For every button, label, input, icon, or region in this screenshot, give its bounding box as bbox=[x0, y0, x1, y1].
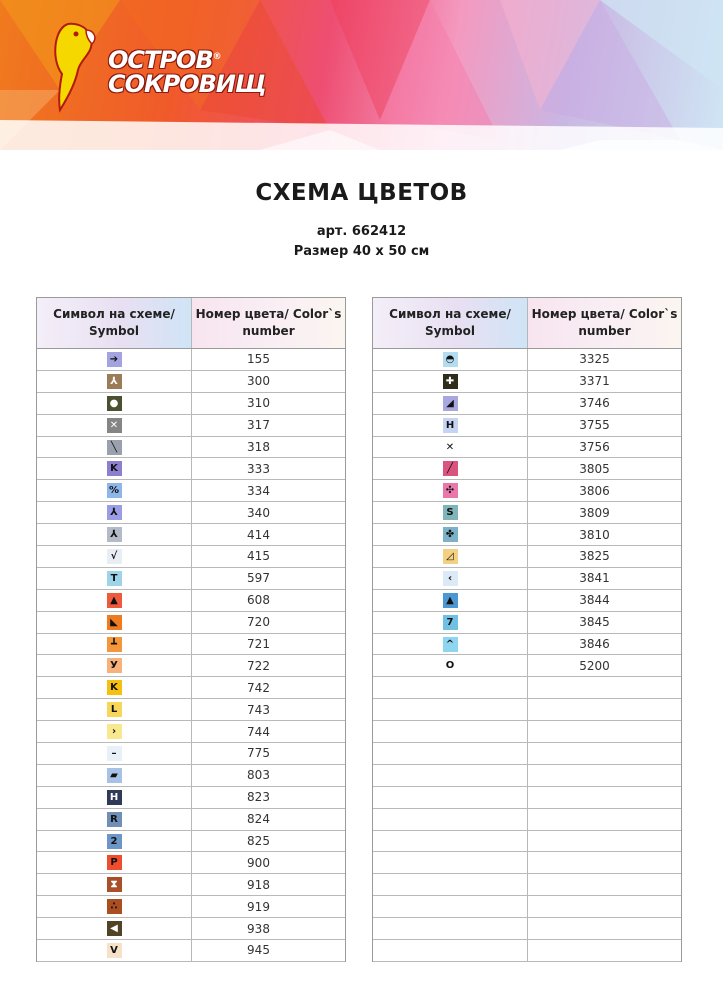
symbol-swatch-icon: V bbox=[107, 943, 122, 958]
symbol-swatch-icon: ● bbox=[107, 396, 122, 411]
color-number: 340 bbox=[247, 505, 270, 520]
symbol-swatch-icon: ┻ bbox=[107, 637, 122, 652]
color-number: 823 bbox=[247, 790, 270, 805]
symbol-cell bbox=[373, 458, 528, 479]
table-row bbox=[37, 415, 345, 437]
empty-table-row bbox=[373, 940, 681, 962]
canvas-size: Размер 40 х 50 см bbox=[293, 244, 430, 259]
color-number bbox=[528, 852, 681, 873]
symbol-cell bbox=[373, 480, 528, 501]
symbol-cell bbox=[37, 634, 192, 655]
table-row bbox=[373, 415, 681, 437]
color-number-column-header: Номер цвета/ Color`s number bbox=[192, 298, 345, 348]
symbol-cell bbox=[37, 831, 192, 852]
color-table-left bbox=[36, 297, 346, 962]
color-number bbox=[528, 765, 681, 786]
symbol-cell bbox=[37, 612, 192, 633]
table-row bbox=[373, 371, 681, 393]
symbol-swatch-icon: ▲ bbox=[107, 593, 122, 608]
symbol-swatch-icon: K bbox=[107, 461, 122, 476]
symbol-cell bbox=[373, 896, 528, 917]
symbol-cell bbox=[373, 743, 528, 764]
color-number: 608 bbox=[247, 593, 270, 608]
color-number bbox=[528, 874, 681, 895]
table-row bbox=[37, 568, 345, 590]
table-row bbox=[373, 655, 681, 677]
color-number: 3810 bbox=[579, 527, 610, 542]
symbol-cell bbox=[37, 546, 192, 567]
symbol-swatch-icon: У bbox=[107, 658, 122, 673]
color-number bbox=[528, 721, 681, 742]
symbol-cell bbox=[373, 787, 528, 808]
symbol-cell bbox=[37, 415, 192, 436]
header-banner bbox=[0, 0, 723, 150]
symbol-swatch-icon: ➔ bbox=[107, 352, 122, 367]
symbol-cell bbox=[37, 874, 192, 895]
symbol-cell bbox=[37, 940, 192, 961]
table-row bbox=[37, 787, 345, 809]
color-number: 803 bbox=[247, 768, 270, 783]
color-number: 3809 bbox=[579, 505, 610, 520]
color-number-column-header: Номер цвета/ Color`s number bbox=[528, 298, 681, 348]
symbol-swatch-icon: ^ bbox=[443, 637, 458, 652]
symbol-cell bbox=[37, 765, 192, 786]
symbol-cell bbox=[373, 699, 528, 720]
color-number: 744 bbox=[247, 724, 270, 739]
color-number bbox=[528, 940, 681, 961]
color-number: 415 bbox=[247, 549, 270, 564]
symbol-swatch-icon: ✚ bbox=[443, 374, 458, 389]
symbol-cell bbox=[373, 590, 528, 611]
table-row bbox=[37, 371, 345, 393]
color-number bbox=[528, 809, 681, 830]
symbol-cell bbox=[373, 393, 528, 414]
symbol-swatch-icon: ‹ bbox=[443, 571, 458, 586]
table-row bbox=[37, 634, 345, 656]
symbol-swatch-icon: ⅄ bbox=[107, 505, 122, 520]
symbol-cell bbox=[37, 699, 192, 720]
symbol-cell bbox=[37, 480, 192, 501]
color-number: 317 bbox=[247, 418, 270, 433]
symbol-cell bbox=[37, 721, 192, 742]
color-number: 414 bbox=[247, 527, 270, 542]
symbol-cell bbox=[373, 634, 528, 655]
color-number: 824 bbox=[247, 812, 270, 827]
color-number: 597 bbox=[247, 571, 270, 586]
table-row bbox=[37, 721, 345, 743]
symbol-cell bbox=[37, 393, 192, 414]
color-number: 722 bbox=[247, 658, 270, 673]
table-row bbox=[37, 546, 345, 568]
symbol-swatch-icon: ✤ bbox=[443, 527, 458, 542]
empty-table-row bbox=[373, 721, 681, 743]
table-row bbox=[37, 765, 345, 787]
color-number: 3806 bbox=[579, 483, 610, 498]
brand-line-2: СОКРОВИЩ bbox=[108, 70, 266, 98]
table-row bbox=[373, 502, 681, 524]
empty-table-row bbox=[373, 699, 681, 721]
symbol-swatch-icon: T bbox=[107, 571, 122, 586]
color-number: 742 bbox=[247, 680, 270, 695]
symbol-swatch-icon: ◣ bbox=[107, 615, 122, 630]
color-number: 720 bbox=[247, 615, 270, 630]
empty-table-row bbox=[373, 831, 681, 853]
empty-table-row bbox=[373, 765, 681, 787]
symbol-cell bbox=[373, 546, 528, 567]
symbol-cell bbox=[373, 765, 528, 786]
symbol-cell bbox=[373, 918, 528, 939]
color-number: 3844 bbox=[579, 593, 610, 608]
symbol-swatch-icon: ╲ bbox=[107, 440, 122, 455]
color-number: 155 bbox=[247, 352, 270, 367]
symbol-swatch-icon: ▰ bbox=[107, 768, 122, 783]
symbol-swatch-icon: ⅄ bbox=[107, 374, 122, 389]
symbol-swatch-icon: O bbox=[443, 658, 458, 673]
symbol-cell bbox=[373, 612, 528, 633]
symbol-swatch-icon: R bbox=[107, 812, 122, 827]
symbol-cell bbox=[373, 415, 528, 436]
symbol-cell bbox=[37, 437, 192, 458]
color-number: 3371 bbox=[579, 374, 610, 389]
color-number bbox=[528, 743, 681, 764]
table-row bbox=[373, 546, 681, 568]
symbol-swatch-icon: P bbox=[107, 855, 122, 870]
symbol-cell bbox=[37, 458, 192, 479]
symbol-cell bbox=[373, 809, 528, 830]
color-number: 5200 bbox=[579, 658, 610, 673]
color-number bbox=[528, 677, 681, 698]
symbol-cell bbox=[37, 590, 192, 611]
color-number: 3841 bbox=[579, 571, 610, 586]
page-title: СХЕМА ЦВЕТОВ bbox=[255, 180, 468, 206]
parrot-icon bbox=[30, 18, 100, 118]
color-number bbox=[528, 787, 681, 808]
symbol-cell bbox=[37, 677, 192, 698]
symbol-cell bbox=[373, 524, 528, 545]
symbol-cell bbox=[37, 349, 192, 370]
table-row bbox=[37, 480, 345, 502]
symbol-cell bbox=[373, 677, 528, 698]
symbol-cell bbox=[37, 655, 192, 676]
table-row bbox=[373, 458, 681, 480]
table-row bbox=[37, 590, 345, 612]
symbol-cell bbox=[37, 896, 192, 917]
symbol-cell bbox=[373, 874, 528, 895]
color-number: 3325 bbox=[579, 352, 610, 367]
color-number bbox=[528, 918, 681, 939]
symbol-cell bbox=[37, 568, 192, 589]
symbol-cell bbox=[37, 918, 192, 939]
symbol-swatch-icon: 7 bbox=[443, 615, 458, 630]
symbol-swatch-icon: K bbox=[107, 680, 122, 695]
symbol-cell bbox=[37, 787, 192, 808]
table-row bbox=[37, 831, 345, 853]
color-number: 3845 bbox=[579, 615, 610, 630]
table-row bbox=[37, 655, 345, 677]
symbol-cell bbox=[373, 349, 528, 370]
symbol-swatch-icon: ◿ bbox=[443, 549, 458, 564]
symbol-cell bbox=[373, 568, 528, 589]
symbol-swatch-icon: ⧗ bbox=[107, 877, 122, 892]
table-row bbox=[373, 590, 681, 612]
symbol-swatch-icon: H bbox=[443, 418, 458, 433]
table-row bbox=[37, 349, 345, 371]
color-number: 3746 bbox=[579, 396, 610, 411]
table-row bbox=[37, 918, 345, 940]
table-row bbox=[373, 349, 681, 371]
color-number bbox=[528, 699, 681, 720]
color-number: 945 bbox=[247, 943, 270, 958]
table-row bbox=[37, 677, 345, 699]
color-number: 3755 bbox=[579, 418, 610, 433]
color-number: 775 bbox=[247, 746, 270, 761]
symbol-swatch-icon: ╱ bbox=[443, 461, 458, 476]
symbol-swatch-icon: ∴ bbox=[107, 899, 122, 914]
table-row bbox=[373, 568, 681, 590]
symbol-cell bbox=[37, 502, 192, 523]
symbol-cell bbox=[37, 852, 192, 873]
symbol-swatch-icon: ▲ bbox=[443, 593, 458, 608]
color-number: 310 bbox=[247, 396, 270, 411]
color-number: 318 bbox=[247, 440, 270, 454]
table-row bbox=[37, 502, 345, 524]
color-number: 300 bbox=[247, 374, 270, 389]
empty-table-row bbox=[373, 918, 681, 940]
table-row bbox=[37, 874, 345, 896]
color-number bbox=[528, 896, 681, 917]
symbol-cell bbox=[373, 852, 528, 873]
symbol-swatch-icon: L bbox=[107, 702, 122, 717]
symbol-swatch-icon: ◀ bbox=[107, 921, 122, 936]
table-row bbox=[37, 940, 345, 962]
symbol-cell bbox=[37, 524, 192, 545]
symbol-column-header: Символ на схеме/ Symbol bbox=[37, 298, 192, 348]
symbol-swatch-icon: ✕ bbox=[107, 418, 122, 433]
symbol-swatch-icon: S bbox=[443, 505, 458, 520]
color-number: 3846 bbox=[579, 637, 610, 652]
table-row bbox=[37, 699, 345, 721]
color-number: 743 bbox=[247, 702, 270, 717]
table-row bbox=[37, 524, 345, 546]
table-row bbox=[37, 437, 345, 459]
table-row bbox=[37, 743, 345, 765]
symbol-swatch-icon: √ bbox=[107, 549, 122, 564]
symbol-swatch-icon: ⅄ bbox=[107, 527, 122, 542]
table-row bbox=[373, 634, 681, 656]
table-row bbox=[37, 809, 345, 831]
symbol-cell bbox=[37, 743, 192, 764]
color-number: 3805 bbox=[579, 461, 610, 476]
color-number: 938 bbox=[247, 921, 270, 936]
symbol-swatch-icon: % bbox=[107, 483, 122, 498]
symbol-swatch-icon: ◢ bbox=[443, 396, 458, 411]
table-row bbox=[373, 612, 681, 634]
table-row bbox=[37, 896, 345, 918]
table-body bbox=[37, 349, 345, 962]
color-number: 721 bbox=[247, 637, 270, 652]
symbol-column-header: Символ на схеме/ Symbol bbox=[373, 298, 528, 348]
symbol-cell bbox=[373, 655, 528, 676]
color-number bbox=[528, 831, 681, 852]
symbol-swatch-icon: H bbox=[107, 790, 122, 805]
color-number: 825 bbox=[247, 834, 270, 849]
symbol-swatch-icon: ✣ bbox=[443, 483, 458, 498]
empty-table-row bbox=[373, 677, 681, 699]
empty-table-row bbox=[373, 787, 681, 809]
table-body bbox=[373, 349, 681, 962]
color-number: 3825 bbox=[579, 549, 610, 564]
table-row bbox=[373, 393, 681, 415]
symbol-cell bbox=[373, 721, 528, 742]
table-row bbox=[37, 458, 345, 480]
symbol-cell bbox=[373, 831, 528, 852]
symbol-cell bbox=[37, 809, 192, 830]
color-number: 918 bbox=[247, 877, 270, 892]
table-row bbox=[373, 437, 681, 459]
symbol-cell bbox=[373, 437, 528, 458]
table-row bbox=[37, 852, 345, 874]
article-number: арт. 662412 bbox=[316, 224, 407, 239]
empty-table-row bbox=[373, 743, 681, 765]
table-header bbox=[373, 298, 681, 349]
empty-table-row bbox=[373, 852, 681, 874]
symbol-swatch-icon: › bbox=[107, 724, 122, 739]
symbol-cell bbox=[37, 371, 192, 392]
symbol-swatch-icon: ◓ bbox=[443, 352, 458, 367]
table-header bbox=[37, 298, 345, 349]
color-table-right bbox=[372, 297, 682, 962]
color-number: 3756 bbox=[579, 440, 610, 454]
empty-table-row bbox=[373, 809, 681, 831]
symbol-swatch-icon: 2 bbox=[107, 834, 122, 849]
color-number: 333 bbox=[247, 461, 270, 476]
color-number: 900 bbox=[247, 855, 270, 870]
symbol-cell bbox=[373, 940, 528, 961]
table-row bbox=[37, 612, 345, 634]
symbol-cell bbox=[373, 371, 528, 392]
empty-table-row bbox=[373, 896, 681, 918]
table-row bbox=[37, 393, 345, 415]
brand-logo bbox=[30, 18, 266, 118]
symbol-cell bbox=[373, 502, 528, 523]
color-number: 919 bbox=[247, 899, 270, 914]
color-number: 334 bbox=[247, 483, 270, 498]
symbol-swatch-icon: ✕ bbox=[443, 440, 458, 455]
table-row bbox=[373, 524, 681, 546]
table-row bbox=[373, 480, 681, 502]
symbol-swatch-icon: – bbox=[107, 746, 122, 761]
brand-line-1: ОСТРОВ® bbox=[108, 46, 221, 74]
empty-table-row bbox=[373, 874, 681, 896]
